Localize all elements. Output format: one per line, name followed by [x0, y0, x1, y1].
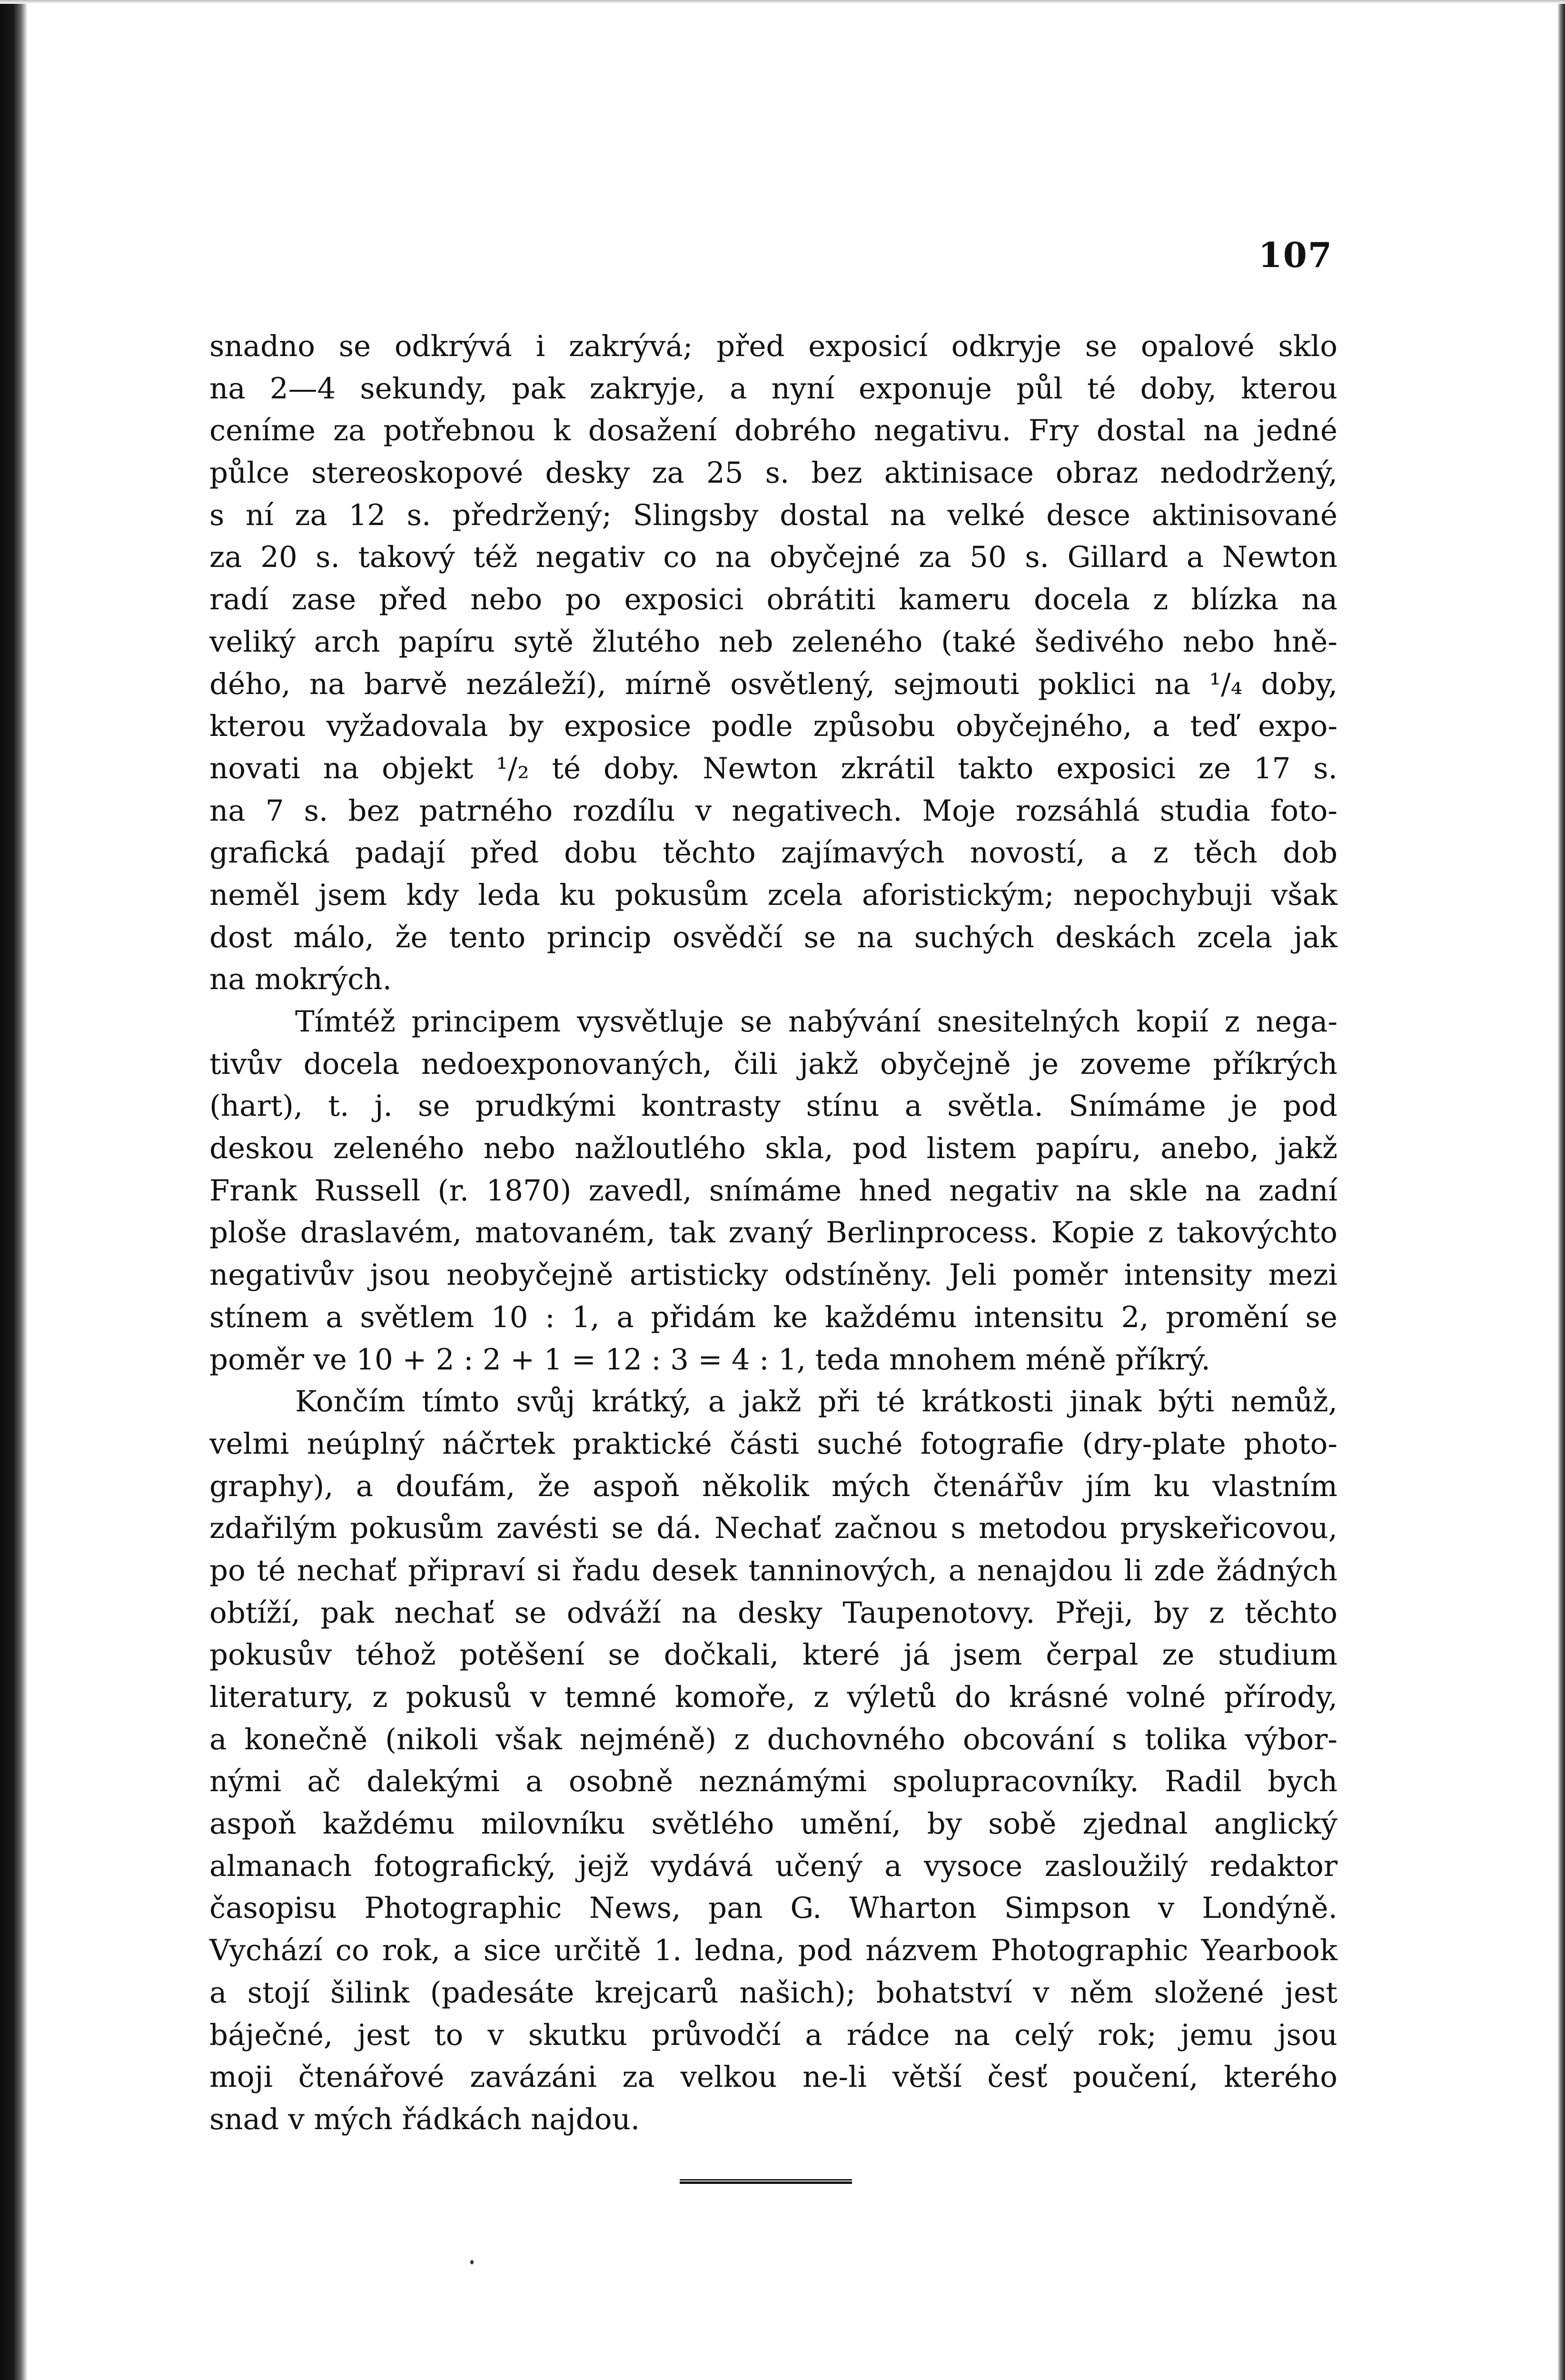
text-line: neměl jsem kdy leda ku pokusům zcela aforistickým; nepochybuji však	[209, 878, 1337, 912]
scan-edge-left	[0, 0, 28, 2380]
text-line: moji čtenářové zavázáni za velkou ne-li větší česť poučení, kterého	[209, 2060, 1337, 2094]
text-line: na 2—4 sekundy, pak zakryje, a nyní exponuje půl té doby, kterou	[209, 371, 1337, 406]
text-line: Končím tímto svůj krátký, a jakž při té krátkosti jinak býti nemůž,	[295, 1385, 1337, 1419]
text-line: velmi neúplný náčrtek praktické části suché fotografie (dry-plate photo-	[209, 1427, 1337, 1461]
text-line: literatury, z pokusů v temné komoře, z výletů do krásné volné přírody,	[209, 1680, 1337, 1714]
print-speck	[470, 2260, 474, 2264]
paragraph-2	[209, 1001, 1337, 1381]
text-line: Vychází co rok, a sice určitě 1. ledna, pod názvem Photographic Yearbook	[209, 1934, 1337, 1968]
text-line: dého, na barvě nezáleží), mírně osvětlený, sejmouti poklici na ¹/₄ doby,	[209, 667, 1337, 701]
text-line: kterou vyžadovala by exposice podle způsobu obyčejného, a teď expo-	[209, 709, 1337, 744]
text-line: Frank Russell (r. 1870) zavedl, snímáme hned negativ na skle na zadní	[209, 1173, 1337, 1208]
text-line: snadno se odkrývá i zakrývá; před exposicí odkryje se opalové sklo	[209, 329, 1337, 363]
end-rule-thick	[680, 2182, 852, 2184]
text-line: almanach fotografický, jejž vydává učený a vysoce zasloužilý redaktor	[209, 1849, 1337, 1883]
paragraph-1	[209, 326, 1337, 1001]
end-rule-thin	[680, 2179, 852, 2181]
text-line: nými ač dalekými a osobně neznámými spolupracovníky. Radil bych	[209, 1765, 1337, 1799]
text-line: báječné, jest to v skutku průvodčí a rádce na celý rok; jemu jsou	[209, 2018, 1337, 2052]
text-line: po té nechať připraví si řadu desek tanninových, a nenajdou li zde žádných	[209, 1553, 1337, 1587]
text-line: a stojí šilink (padesáte krejcarů našich); bohatství v něm složené jest	[209, 1975, 1337, 2010]
text-line: půlce stereoskopové desky za 25 s. bez aktinisace obraz nedodržený,	[209, 456, 1337, 490]
text-line: na 7 s. bez patrného rozdílu v negativech. Moje rozsáhlá studia foto-	[209, 793, 1337, 828]
text-line: negativův jsou neobyčejně artisticky odstíněny. Jeli poměr intensity mezi	[209, 1258, 1337, 1292]
scan-edge-right	[1557, 0, 1565, 2380]
text-line: veliký arch papíru sytě žlutého neb zeleného (také šedivého nebo hně-	[209, 625, 1337, 659]
text-line: s ní za 12 s. předržený; Slingsby dostal na velké desce aktinisované	[209, 498, 1337, 532]
text-line: tivův docela nedoexponovaných, čili jakž obyčejně je zoveme příkrých	[209, 1047, 1337, 1081]
text-line: zdařilým pokusům zavésti se dá. Nechať začnou s metodou pryskeřicovou,	[209, 1511, 1337, 1546]
text-line: pokusův téhož potěšení se dočkali, které já jsem čerpal ze studium	[209, 1638, 1337, 1672]
text-line: a konečně (nikoli však nejméně) z duchovného obcování s tolika výbor-	[209, 1722, 1337, 1756]
scan-edge-top	[0, 0, 1565, 4]
text-line: aspoň každému milovníku světlého umění, by sobě zjednal anglický	[209, 1807, 1337, 1841]
text-line: novati na objekt ¹/₂ té doby. Newton zkrátil takto exposici ze 17 s.	[209, 751, 1337, 785]
paragraph-3	[209, 1381, 1337, 2141]
text-line: poměr ve 10 + 2 : 2 + 1 = 12 : 3 = 4 : 1, teda mnohem méně příkrý.	[209, 1342, 1210, 1377]
text-line: grafická padají před dobu těchto zajímavých novostí, a z těch dob	[209, 836, 1337, 870]
text-line: stínem a světlem 10 : 1, a přidám ke každému intensitu 2, promění se	[209, 1300, 1337, 1334]
text-line: ploše draslavém, matovaném, tak zvaný Berlinprocess. Kopie z takovýchto	[209, 1216, 1337, 1250]
text-line: graphy), a doufám, že aspoň několik mých čtenářův jím ku vlastním	[209, 1469, 1337, 1503]
text-line: snad v mých řádkách najdou.	[209, 2102, 640, 2136]
text-line: dost málo, že tento princip osvědčí se na suchých deskách zcela jak	[209, 920, 1337, 954]
text-line: obtíží, pak nechať se odváží na desky Taupenotovy. Přeji, by z těchto	[209, 1596, 1337, 1630]
text-line: (hart), t. j. se prudkými kontrasty stínu a světla. Snímáme je pod	[209, 1089, 1337, 1123]
text-line: ceníme za potřebnou k dosažení dobrého negativu. Fry dostal na jedné	[209, 414, 1337, 448]
text-line: Tímtéž principem vysvětluje se nabývání snesitelných kopií z nega-	[295, 1005, 1337, 1039]
text-line: časopisu Photographic News, pan G. Wharton Simpson v Londýně.	[209, 1891, 1337, 1925]
text-line: na mokrých.	[209, 962, 392, 997]
text-line: za 20 s. takový též negativ co na obyčejné za 50 s. Gillard a Newton	[209, 540, 1337, 575]
end-rule	[680, 2179, 852, 2184]
text-line: deskou zeleného nebo nažloutlého skla, pod listem papíru, anebo, jakž	[209, 1131, 1337, 1166]
page-number: 107	[1258, 235, 1333, 275]
text-line: radí zase před nebo po exposici obrátiti kameru docela z blízka na	[209, 583, 1337, 617]
body-text	[209, 326, 1337, 2141]
